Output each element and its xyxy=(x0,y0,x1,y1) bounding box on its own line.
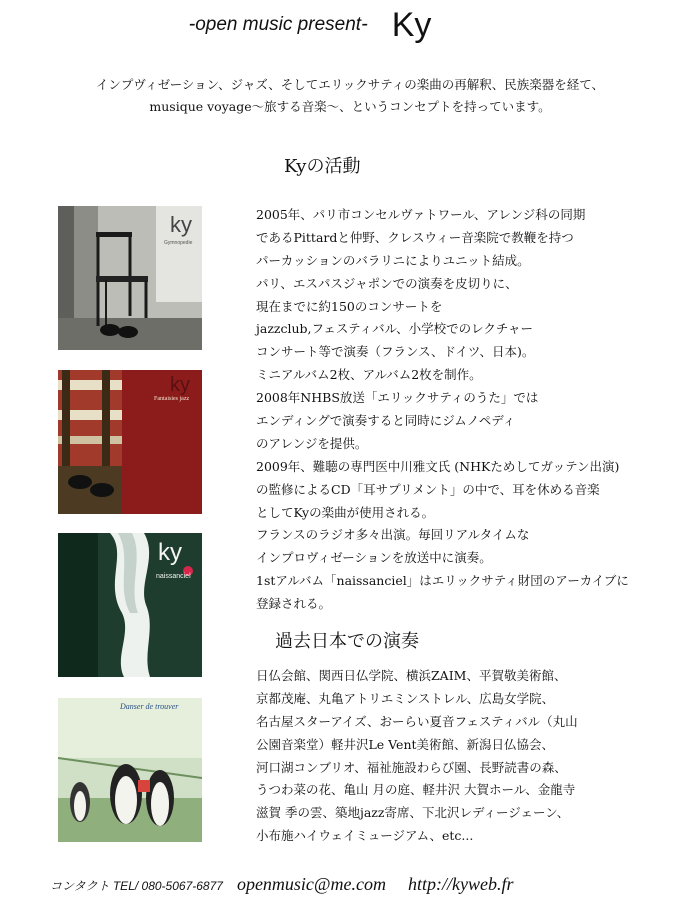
activity-line: としてKyの楽曲が使用される。 xyxy=(256,504,435,520)
activity-line: ミニアルバム2枚、アルバム2枚を制作。 xyxy=(256,367,482,383)
activity-heading: Kyの活動 xyxy=(284,156,361,177)
album-cover-logo: ky xyxy=(170,374,190,396)
activity-line: インプロヴィゼーションを放送中に演奏。 xyxy=(256,550,492,566)
album-cover-logo: ky xyxy=(170,212,192,237)
activity-line: 1stアルバム「naissanciel」はエリックサティ財団のアーカイブに xyxy=(256,573,629,589)
activity-line: エンディングで演奏すると同時にジムノペディ xyxy=(256,413,516,429)
album-cover-naissanciel xyxy=(58,533,202,677)
venue-line: 小布施ハイウェイミュージアム、etc... xyxy=(256,828,474,844)
past-performances-list xyxy=(256,665,578,848)
contact-website[interactable]: http://kyweb.fr xyxy=(407,874,514,894)
album-cover-subtitle: Gymnopedie xyxy=(164,240,193,246)
venue-line: 京都茂庵、丸亀アトリエミンストレル、広島女学院、 xyxy=(256,690,555,706)
activity-line: パリ、エスパスジャポンでの演奏を皮切りに、 xyxy=(256,275,518,291)
intro-text xyxy=(0,74,700,118)
activity-line: 2005年、パリ市コンセルヴァトワール、アレンジ科の同期 xyxy=(256,207,586,222)
activity-line: であるPittardと仲野、クレスウィー音楽院で教鞭を持つ xyxy=(256,229,574,245)
contact-phone: コンタクト TEL/ 080-5067-6877 xyxy=(50,879,223,893)
past-performances-heading: 過去日本での演奏 xyxy=(275,631,419,652)
venue-line: 公園音楽堂）軽井沢Le Vent美術館、新潟日仏協会、 xyxy=(256,736,555,752)
header-presenter: open music present xyxy=(195,14,362,35)
header-dash-left: - xyxy=(188,13,196,35)
activity-line: の監修によるCD「耳サプリメント」の中で、耳を休める音楽 xyxy=(256,481,600,497)
artist-name: Ky xyxy=(391,6,432,44)
venue-line: 日仏会館、関西日仏学院、横浜ZAIM、平賀敬美術館、 xyxy=(256,668,567,683)
intro-line: musique voyage〜旅する音楽〜、というコンセプトを持っています。 xyxy=(149,99,551,114)
album-cover-penguins xyxy=(58,698,202,842)
activity-line: 2009年、難聴の専門医中川雅文氏 (NHKためしてガッテン出演) xyxy=(256,458,620,474)
album-cover-fantaisies-jazz xyxy=(58,370,202,514)
album-cover-title: naissanciel xyxy=(156,573,191,580)
activity-line: パーカッションのバラリニによりユニット結成。 xyxy=(256,252,530,268)
activity-line: 登録される。 xyxy=(256,596,332,612)
venue-line: 滋賀 季の雲、築地jazz寄席、下北沢レディージェーン、 xyxy=(256,805,570,821)
activity-line: 2008年NHBS放送「エリックサティのうた」では xyxy=(256,390,539,406)
venue-line: 河口湖コンブリオ、福祉施設わらび園、長野読書の森、 xyxy=(256,759,567,775)
venue-line: 名古屋スターアイズ、おーらい夏音フェスティバル（丸山 xyxy=(256,713,578,729)
header-dash-right: - xyxy=(361,13,368,35)
contact-footer xyxy=(50,874,513,895)
activity-line: コンサート等で演奏（フランス、ドイツ、日本)。 xyxy=(256,344,535,360)
album-cover-logo: ky xyxy=(158,539,182,566)
activity-line: のアレンジを提供。 xyxy=(256,435,368,451)
album-cover-art xyxy=(58,698,202,842)
page-header xyxy=(0,6,620,45)
album-cover-title: Danser de trouver xyxy=(120,702,179,711)
venue-line: うつわ菜の花、亀山 月の庭、軽井沢 大賀ホール、金龍寺 xyxy=(256,782,576,798)
album-cover-gymnopedie xyxy=(58,206,202,350)
activity-line: 現在までに約150のコンサートを xyxy=(256,298,443,314)
activity-line: フランスのラジオ多々出演。毎回リアルタイムな xyxy=(256,527,530,543)
activity-description xyxy=(256,204,629,616)
intro-line: インプヴィゼーション、ジャズ、そしてエリックサティの楽曲の再解釈、民族楽器を経て、 xyxy=(95,77,605,92)
album-cover-title: Fantaisies jazz xyxy=(154,396,190,402)
activity-line: jazzclub,フェスティバル、小学校でのレクチャー xyxy=(256,321,534,337)
contact-email[interactable]: openmusic@me.com xyxy=(236,874,386,894)
